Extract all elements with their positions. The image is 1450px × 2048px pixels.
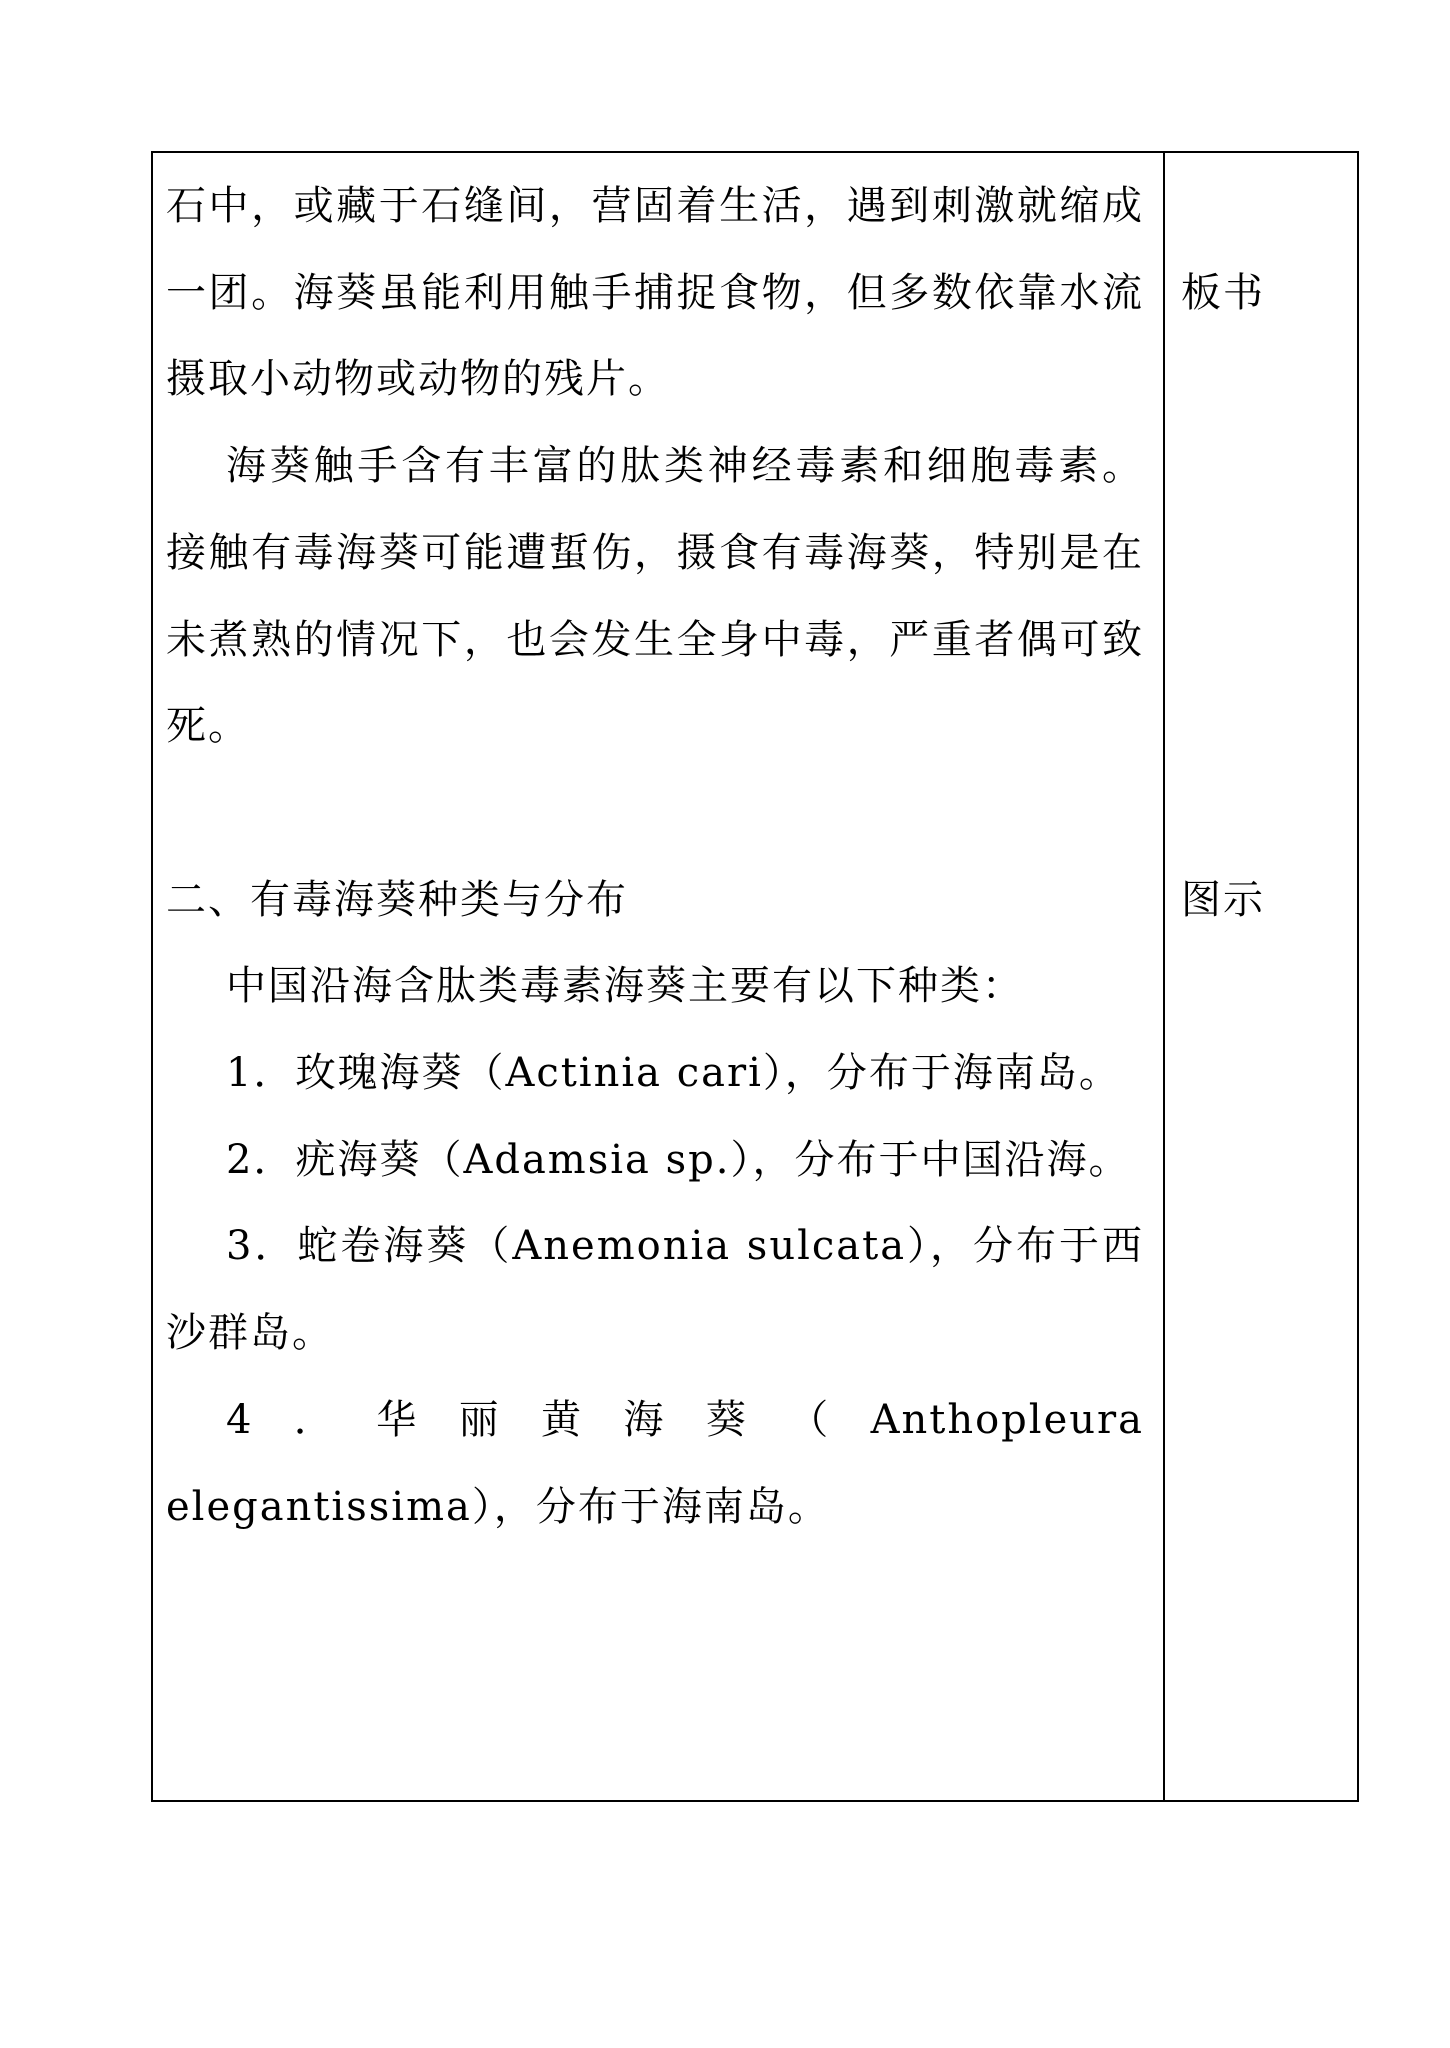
content-table xyxy=(151,151,1359,1802)
paragraph-intro: 中国沿海含肽类毒素海葵主要有以下种类： xyxy=(226,963,1024,1010)
main-column xyxy=(166,163,1144,1550)
paragraph-anemone-habit: 石中，或藏于石缝间，营固着生活，遇到刺激就缩成一团。海葵虽能利用触手捕捉食物，但多数依靠水流摄取小动物或动物的残片。 xyxy=(166,183,1144,403)
list-item-3: 3．蛇卷海葵（Anemonia sulcata），分布于西沙群岛。 xyxy=(166,1223,1144,1357)
paragraph-anemone-toxin: 海葵触手含有丰富的肽类神经毒素和细胞毒素。接触有毒海葵可能遭蜇伤，摄食有毒海葵，特别是在未煮熟的情况下，也会发生全身中毒，严重者偶可致死。 xyxy=(166,443,1144,750)
list-item-4-line-2: elegantissima），分布于海南岛。 xyxy=(166,1483,830,1530)
sidebar-label-diagram: 图示 xyxy=(1181,877,1265,923)
list-item-4-line-1: 4．华丽黄海葵（Anthopleura xyxy=(226,1396,1144,1443)
section-heading: 二、有毒海葵种类与分布 xyxy=(166,876,628,923)
list-item-2: 2．疣海葵（Adamsia sp.），分布于中国沿海。 xyxy=(226,1136,1131,1183)
column-divider xyxy=(1163,153,1165,1800)
list-item-1: 1．玫瑰海葵（Actinia cari），分布于海南岛。 xyxy=(226,1050,1121,1097)
sidebar-label-board: 板书 xyxy=(1181,270,1265,316)
